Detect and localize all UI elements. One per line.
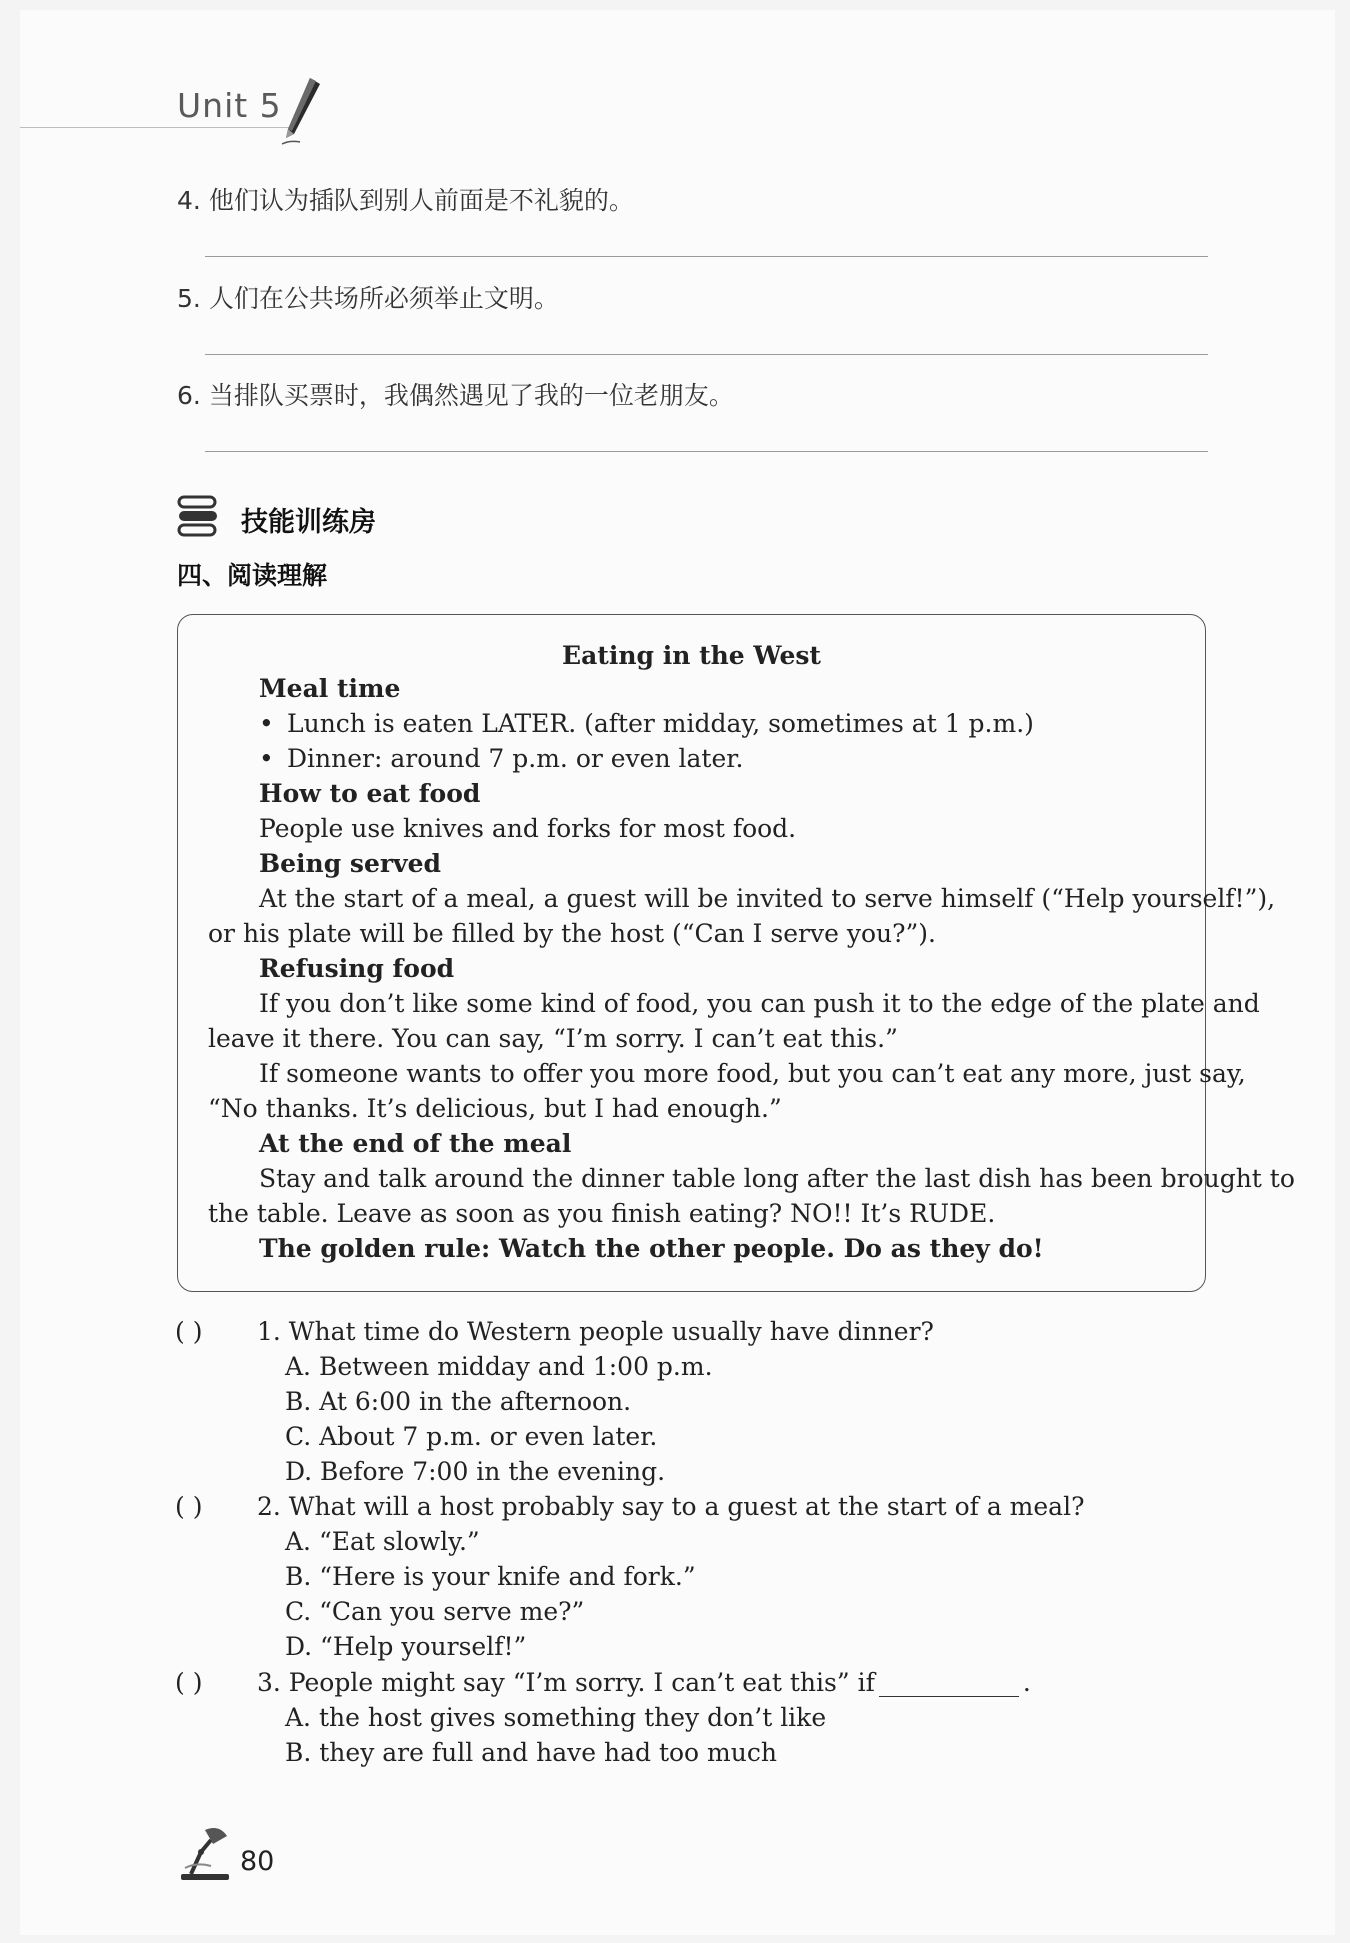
- heading-how-to-eat: How to eat food: [259, 779, 481, 808]
- answer-line-5[interactable]: [205, 354, 1208, 355]
- answer-line-6[interactable]: [205, 451, 1208, 452]
- question-2-stem: 2. What will a host probably say to a guest at the start of a meal?: [257, 1492, 1085, 1521]
- question-3-stem: 3. People might say “I’m sorry. I can’t eat this” if .: [257, 1668, 1031, 1697]
- question-1-option-d[interactable]: D. Before 7:00 in the evening.: [285, 1457, 666, 1486]
- question-1-stem: 1. What time do Western people usually have dinner?: [257, 1317, 934, 1346]
- answer-line-4[interactable]: [205, 256, 1208, 257]
- heading-end-of-meal: At the end of the meal: [259, 1129, 572, 1158]
- page-number: 80: [240, 1846, 275, 1877]
- question-1-option-c[interactable]: C. About 7 p.m. or even later.: [285, 1422, 658, 1451]
- answer-paren-2[interactable]: ( ): [175, 1492, 203, 1521]
- translation-item-5: 5. 人们在公共场所必须举止文明。: [177, 284, 559, 313]
- question-3-option-b[interactable]: B. they are full and have had too much: [285, 1738, 777, 1767]
- answer-paren-1[interactable]: ( ): [175, 1317, 203, 1346]
- question-3-option-a[interactable]: A. the host gives something they don’t like: [285, 1703, 827, 1732]
- section-subtitle: 四、阅读理解: [177, 561, 328, 590]
- question-2-option-a[interactable]: A. “Eat slowly.”: [285, 1527, 480, 1556]
- text-being-served-2: or his plate will be filled by the host (“Can I serve you?”).: [208, 919, 936, 948]
- text-how-to-eat: People use knives and forks for most food.: [259, 814, 797, 843]
- text-refusing-1: If you don’t like some kind of food, you can push it to the edge of the plate and: [259, 989, 1260, 1018]
- passage-title: Eating in the West: [562, 641, 821, 670]
- text-end-of-meal-2: the table. Leave as soon as you finish eating? NO!! It’s RUDE.: [208, 1199, 996, 1228]
- text-end-of-meal-1: Stay and talk around the dinner table long after the last dish has been brought to: [259, 1164, 1295, 1193]
- section-title: 技能训练房: [241, 507, 376, 538]
- answer-paren-3[interactable]: ( ): [175, 1668, 203, 1697]
- bullet-dinner: • Dinner: around 7 p.m. or even later.: [287, 741, 743, 776]
- books-icon: [177, 495, 220, 539]
- question-2-option-d[interactable]: D. “Help yourself!”: [285, 1632, 527, 1661]
- translation-item-6: 6. 当排队买票时，我偶然遇见了我的一位老朋友。: [177, 381, 734, 410]
- desk-lamp-icon: [177, 1822, 233, 1882]
- fill-in-blank[interactable]: [879, 1672, 1019, 1697]
- question-1-option-a[interactable]: A. Between midday and 1:00 p.m.: [285, 1352, 713, 1381]
- text-refusing-2: leave it there. You can say, “I’m sorry. I can’t eat this.”: [208, 1024, 898, 1053]
- pen-icon: [280, 76, 326, 146]
- golden-rule: The golden rule: Watch the other people. Do as they do!: [259, 1234, 1044, 1263]
- header-rule: [20, 127, 295, 128]
- heading-being-served: Being served: [259, 849, 441, 878]
- bullet-lunch: • Lunch is eaten LATER. (after midday, sometimes at 1 p.m.): [287, 706, 1034, 741]
- text-refusing-3: If someone wants to offer you more food, but you can’t eat any more, just say,: [259, 1059, 1246, 1088]
- translation-item-4: 4. 他们认为插队到别人前面是不礼貌的。: [177, 186, 634, 215]
- question-2-option-c[interactable]: C. “Can you serve me?”: [285, 1597, 585, 1626]
- heading-meal-time: Meal time: [259, 674, 401, 703]
- unit-title: Unit 5: [177, 86, 282, 125]
- question-2-option-b[interactable]: B. “Here is your knife and fork.”: [285, 1562, 696, 1591]
- text-being-served-1: At the start of a meal, a guest will be invited to serve himself (“Help yourself!”),: [259, 884, 1276, 913]
- text-refusing-4: “No thanks. It’s delicious, but I had enough.”: [208, 1094, 782, 1123]
- heading-refusing-food: Refusing food: [259, 954, 455, 983]
- question-1-option-b[interactable]: B. At 6:00 in the afternoon.: [285, 1387, 632, 1416]
